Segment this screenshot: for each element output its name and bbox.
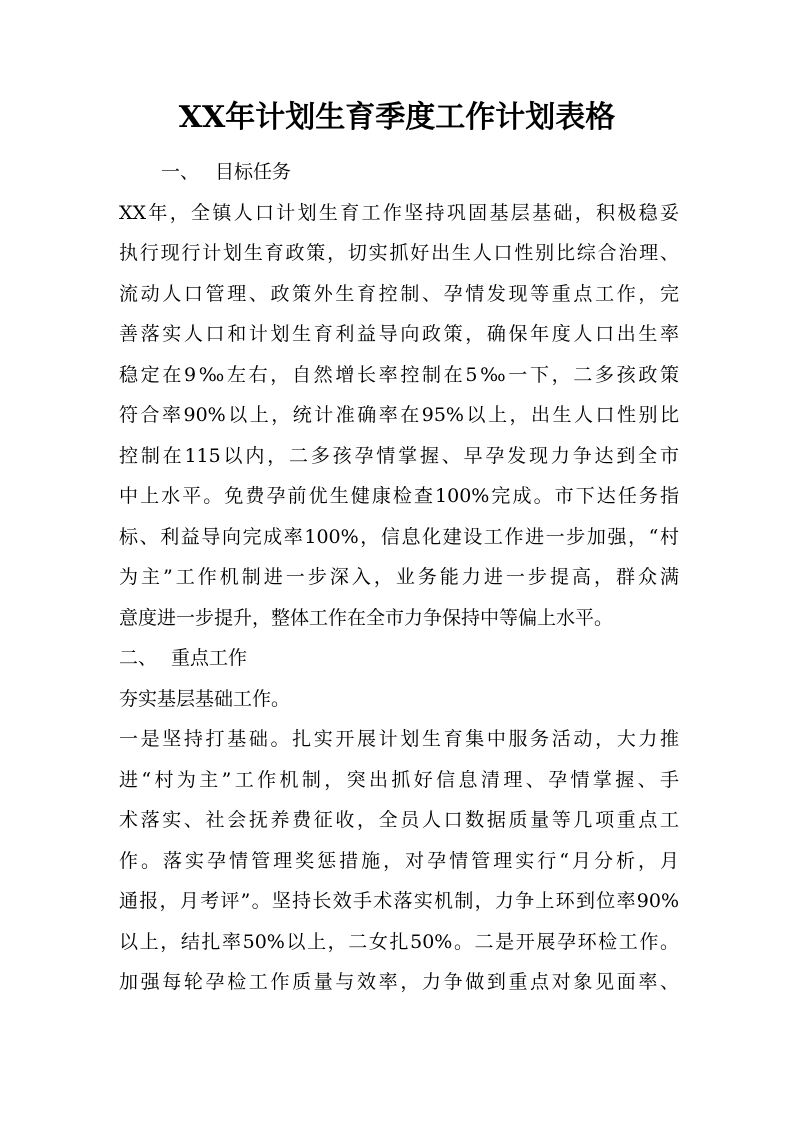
section-heading-text: 重点工作 (171, 647, 248, 669)
section-heading-1 (119, 152, 679, 193)
paragraph-line: 为主”工作机制进一步深入，业务能力进一步提高，群众满 (119, 566, 679, 588)
section-heading-text: 目标任务 (215, 161, 292, 183)
document-body (119, 152, 679, 1003)
section-heading-2 (119, 638, 679, 679)
paragraph-line: 一是坚持打基础。扎实开展计划生育集中服务活动，大力推 (119, 728, 679, 750)
subheading-line: 夯实基层基础工作。 (119, 687, 291, 710)
document-title: XX年计划生育季度工作计划表格 (178, 100, 616, 135)
paragraph-line: 意度进一步提升，整体工作在全市力争保持中等偏上水平。 (119, 606, 614, 629)
paragraph-line: 稳定在9‰左右，自然增长率控制在5‰一下，二多孩政策 (119, 363, 679, 386)
section-number: 一、 (161, 161, 200, 183)
paragraph-line: 流动人口管理、政策外生育控制、孕情发现等重点工作，完 (119, 282, 679, 305)
paragraph-line: 控制在115以内，二多孩孕情掌握、早孕发现力争达到全市 (119, 444, 679, 467)
paragraph-line: 术落实、社会抚养费征收，全员人口数据质量等几项重点工 (119, 809, 679, 831)
paragraph-line: 加强每轮孕检工作质量与效率，力争做到重点对象见面率、 (119, 971, 679, 993)
paragraph-line: 作。落实孕情管理奖惩措施，对孕情管理实行“月分析，月 (119, 849, 679, 872)
paragraph-line: 善落实人口和计划生育利益导向政策，确保年度人口出生率 (119, 323, 679, 345)
paragraph-line: 以上，结扎率50%以上，二女扎50%。二是开展孕环检工作。 (119, 930, 679, 953)
section-number: 二、 (119, 647, 158, 669)
paragraph-line: 中上水平。免费孕前优生健康检查100%完成。市下达任务指 (119, 485, 679, 507)
paragraph-line: 进“村为主”工作机制，突出抓好信息清理、孕情掌握、手 (119, 768, 679, 791)
paragraph-line: 符合率90%以上，统计准确率在95%以上，出生人口性别比 (119, 404, 679, 426)
paragraph-line: 通报，月考评”。坚持长效手术落实机制，力争上环到位率90% (119, 890, 679, 912)
paragraph-line: XX年，全镇人口计划生育工作坚持巩固基层基础，积极稳妥 (119, 201, 679, 224)
paragraph-line: 标、利益导向完成率100%，信息化建设工作进一步加强，“村 (119, 525, 679, 548)
paragraph-line: 执行现行计划生育政策，切实抓好出生人口性别比综合治理、 (119, 242, 679, 264)
